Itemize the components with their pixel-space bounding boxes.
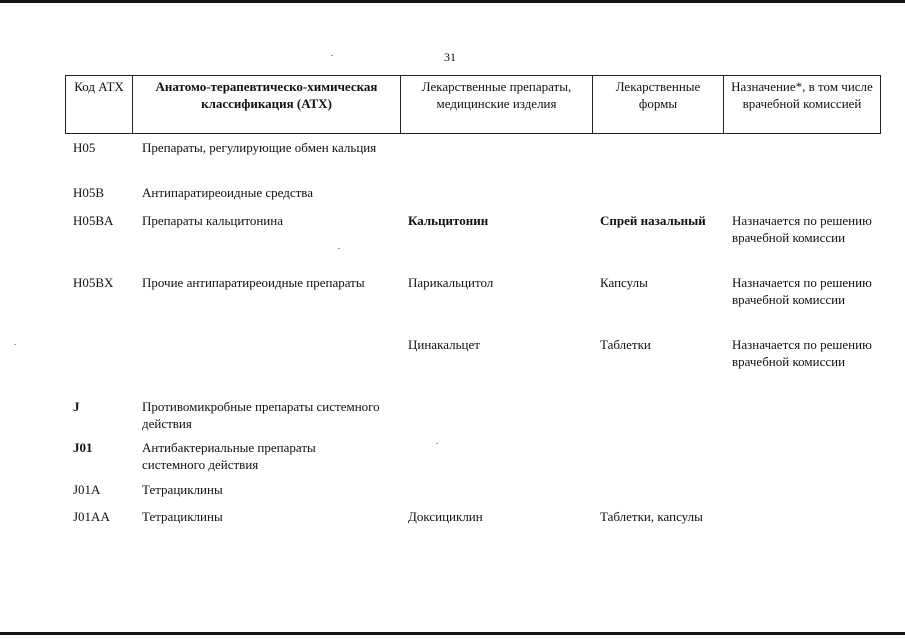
scan-speck bbox=[338, 248, 340, 249]
top-rule bbox=[0, 0, 905, 3]
row-code: H05BX bbox=[73, 275, 114, 290]
header-classification: Анатомо-терапевтическо-химическая классификация (АТХ) bbox=[133, 76, 401, 134]
row-code: H05BA bbox=[73, 213, 114, 228]
row-note: Назначается по решению врачебной комиссии bbox=[732, 275, 872, 307]
row-code: H05 bbox=[73, 140, 96, 155]
row-drug: Доксициклин bbox=[408, 509, 483, 524]
row-form: Капсулы bbox=[600, 275, 648, 290]
row-atc: Тетрациклины bbox=[142, 509, 223, 524]
bottom-rule bbox=[0, 632, 905, 635]
row-code: H05B bbox=[73, 185, 105, 200]
row-form: Спрей назальный bbox=[600, 213, 706, 228]
row-note: Назначается по решению врачебной комиссии bbox=[732, 337, 872, 369]
row-form: Таблетки, капсулы bbox=[600, 509, 703, 524]
header-forms: Лекарственные формы bbox=[593, 76, 724, 134]
scan-speck bbox=[436, 443, 438, 444]
header-prescription: Назначение*, в том числе врачебной комиссией bbox=[724, 76, 881, 134]
row-code: J01AA bbox=[73, 509, 110, 524]
row-atc: Препараты, регулирующие обмен кальция bbox=[142, 140, 377, 155]
header-drugs: Лекарственные препараты, медицинские изделия bbox=[401, 76, 593, 134]
row-atc: Прочие антипаратиреоидные препараты bbox=[142, 275, 365, 290]
row-atc: Тетрациклины bbox=[142, 482, 223, 497]
scan-speck bbox=[331, 55, 333, 56]
row-drug: Цинакальцет bbox=[408, 337, 480, 352]
row-note: Назначается по решению врачебной комиссии bbox=[732, 213, 872, 245]
scan-speck bbox=[14, 344, 16, 345]
row-code: J01 bbox=[73, 440, 93, 455]
row-drug: Кальцитонин bbox=[408, 213, 489, 228]
row-atc: Антибактериальные препараты системного действия bbox=[142, 440, 316, 472]
row-atc: Антипаратиреоидные средства bbox=[142, 185, 314, 200]
row-drug: Парикальцитол bbox=[408, 275, 494, 290]
table-header bbox=[65, 75, 881, 134]
row-atc: Препараты кальцитонина bbox=[142, 213, 283, 228]
header-code: Код АТХ bbox=[66, 76, 133, 134]
row-code: J01A bbox=[73, 482, 101, 497]
row-code: J bbox=[73, 399, 80, 414]
row-atc: Противомикробные препараты системного действия bbox=[142, 399, 380, 431]
row-form: Таблетки bbox=[600, 337, 651, 352]
page-number: 31 bbox=[444, 50, 456, 64]
